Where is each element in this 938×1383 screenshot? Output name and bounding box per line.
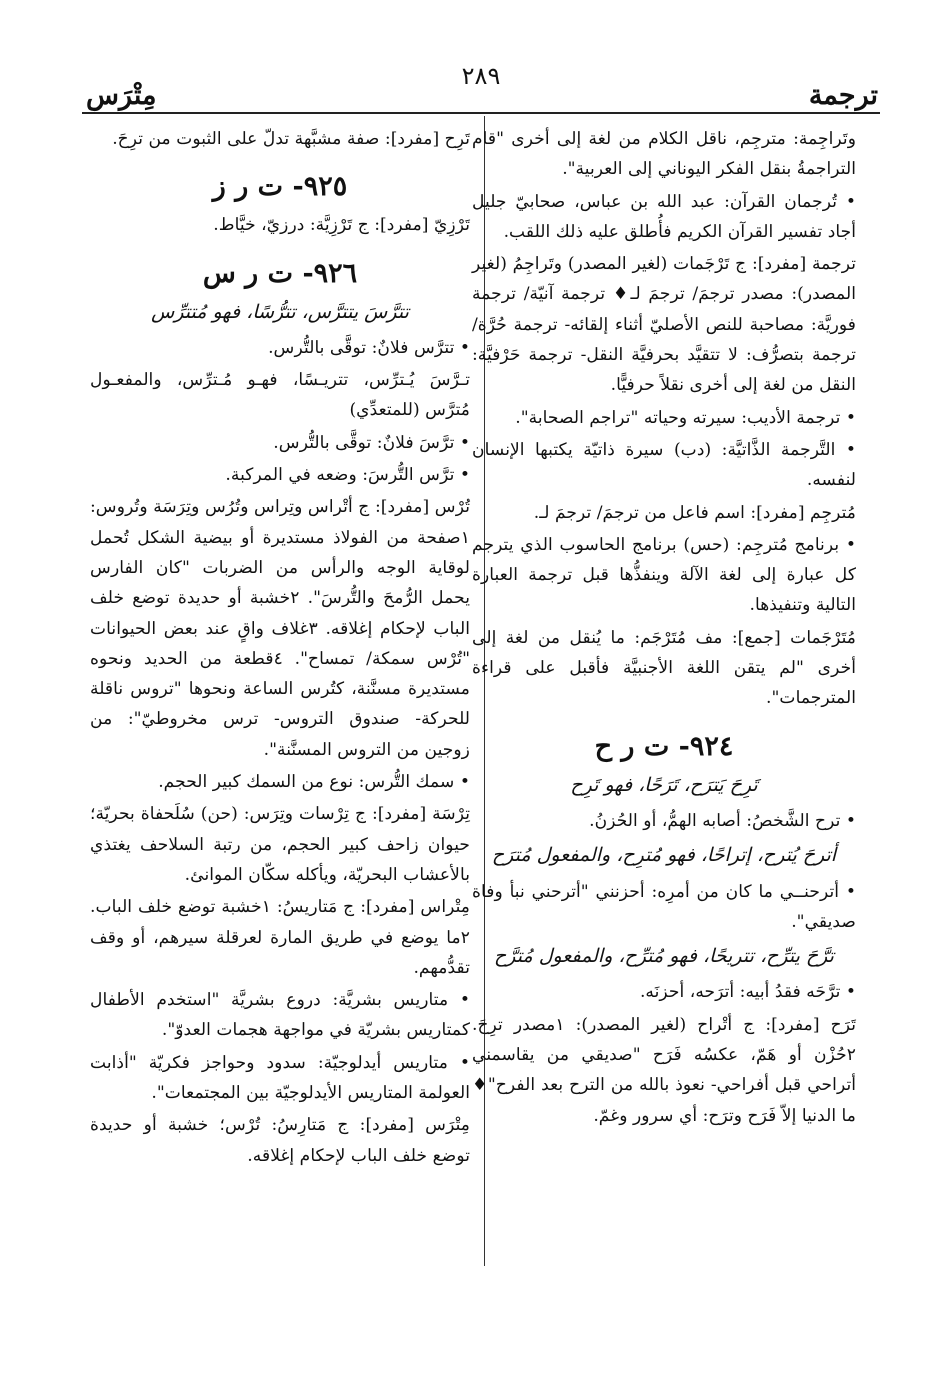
entry-paragraph: ترجمة [مفرد]: ج تَرْجَمات (لغير المصدر) وتَراجِمُ (لغير المصدر): مصدر ترجمَ/ ترجمَ لـ♦ ترجمة آنيّة/ ترجمة فوريَّة: مصاحبة للنص الأصليّ أثناء إلقائه- ترجمة حُرَّة/ ترجمة بتصرُّف: لا تتقيَّد بحرفيَّة النقل- ترجمة حَرْفيَّة: النقل من لغة إلى أخرى نقلاً حرفيًّا.	[472, 254, 856, 396]
root-heading: ٩٢٤- ت ر ح	[594, 730, 734, 762]
bullet-entry: • تُرجمان القرآن: عبد الله بن عباس، صحابيّ جليل أجاد تفسير القرآن الكريم فأُطلق عليه ذلك اللقب.	[472, 187, 856, 248]
root-heading: ٩٢٦- ت ر س	[202, 257, 358, 289]
entry-paragraph: مُتَرْجَمات [جمع]: مف مُتَرْجَم: ما يُنقل من لغة إلى أخرى "لم يتقن اللغة الأجنبيَّة فأقبل على قراءة المترجمات".	[472, 627, 856, 709]
verb-conjugation: تترَّسَ يتترَّس، تترُّسًا، فهو مُتترِّس	[151, 300, 409, 323]
page-header	[84, 62, 878, 112]
bullet-entry: • متاريس بشريَّة: دروع بشريَّة "استخدم الأطفال كمتاريس بشريّة في مواجهة هجمات العدوّ".	[90, 985, 470, 1046]
bullet-entry: • ترَّس التُّرسَ: وضعه في المركبة.	[90, 460, 470, 490]
entry-paragraph: وتَراجِمة: مترجِم، ناقل الكلام من لغة إلى أخرى "قام التراجمةُ بنقل الفكر اليوناني إلى العربية".	[472, 129, 856, 180]
header-right-word: ترجمة	[808, 80, 878, 111]
entry-paragraph: تَرِح [مفرد]: صفة مشبَّهة تدلّ على الثبوت من ترِحَ.	[112, 129, 470, 149]
entry-paragraph: تُرْس [مفرد]: ج أتْراس وتِراس وتُرُس وتِرَسَة وتُروس: ١صفحة من الفولاذ مستديرة أو بيضية الشكل تُحمل لوقاية الوجه والرأس من الضربات "كان الفارس يحمل الرُّمحَ والتُّرسَ". ٢خشبة أو حديدة توضع خلف الباب لإحكام إغلاقه. ٣غلاف واقٍ عند بعض الحيوانات "تُرْس سمكة/ تمساح". ٤قطعة من الحديد ونحوه مستديرة مسنَّنة، كتُرس الساعة ونحوها "تروس ناقلة للحركة- صندوق التروس- ترس مخروطيّ": من زوجين من التروس المسنَّنة".	[90, 497, 470, 760]
entry-paragraph: تَرَح [مفرد]: ج أتْراح (لغير المصدر): ١مصدر ترِحَ. ٢حُزْن أو هَمّ، عكسُه فَرَح "صديقي من يقاسمني أتراحي قبل أفراحي- نعوذ بالله من الترح بعد الفرح"♦ ما الدنيا إلاّ فَرَح وترَح: أي سرور وغمّ.	[472, 1014, 856, 1126]
entry-paragraph: مُترجِم [مفرد]: اسم فاعل من ترجمَ/ ترجمَ لـ.	[533, 502, 856, 523]
page-number: ٢٨٩	[461, 62, 501, 90]
bullet-entry: • متاريس أيدلوجيّة: سدود وحواجز فكريّة "أذابت العولمة المتاريس الأيدلوجيّة بين المجتمعات".	[90, 1048, 470, 1109]
left-column	[90, 124, 470, 1173]
entry-paragraph: تِرْسَة [مفرد]: ج تِرْسات وتِرَس: (حن) سُلَحفاة بحريّة؛ حيوان زاحف كبير الحجم، من رتبة السلاحف يغتذي بالأعشاب البحريّة، ويأكله سكّان الموانئ.	[90, 804, 470, 885]
bullet-entry: • ترَّحَه فقدُ أبيه: أترَحه، أحزنَه.	[472, 977, 856, 1007]
bullet-entry: • أترحنــي ما كان من أمرِه: أحزنني "أترحني نبأ وفاة صديقي".	[472, 877, 856, 938]
right-column	[472, 124, 856, 1133]
bullet-entry: • تترَّس فلانٌ: توقَّى بالتُّرس.	[90, 333, 470, 363]
entry-paragraph: مِتْرَس [مفرد]: ج مَتارِسُ: تُرْس؛ خشبة أو حديدة توضع خلف الباب لإحكام إغلاقه.	[90, 1115, 470, 1166]
entry-paragraph: تَرْزِيّ [مفرد]: ج تَرْزِيَّة: درزيّ، خيَّاط.	[213, 215, 470, 236]
root-heading: ٩٢٥- ت ر ز	[212, 171, 348, 203]
entry-paragraph: مِتْراس [مفرد]: ج مَتاريسُ: ١خشبة توضع خلف الباب. ٢ما يوضع في طريق المارة لعرقلة سيرهم، أو وقف تقدُّمهم.	[90, 897, 470, 978]
header-rule	[82, 112, 880, 114]
bullet-entry: • برنامج مُترجِم: (حس) برنامج الحاسوب الذي يترجم كل عبارة إلى لغة الآلة وينفذُّها قبل ترجمة العبارة التالية وتنفيذها.	[472, 530, 856, 621]
bullet-entry: • ترَّسَ فلانٌ: توقَّى بالتُّرس.	[90, 428, 470, 458]
verb-conjugation: أترحَ يُترح، إتراحًا، فهو مُترِح، والمفعول مُترَح	[491, 844, 837, 867]
bullet-entry: • ترجمة الأديب: سيرته وحياته "تراجم الصحابة".	[472, 403, 856, 433]
verb-conjugation: ترَّحَ يترِّح، تتريحًا، فهو مُترِّح، والمفعول مُترَّح	[494, 945, 834, 968]
bullet-entry: • ترح الشَّخصُ: أصابه الهمُّ، أو الحُزنُ.	[472, 806, 856, 836]
verb-conjugation: تَرِحَ يَترَح، تَرَحًا، فهو تَرِح	[570, 773, 758, 796]
bullet-entry: • التَّرجمة الذَّاتيَّة: (دب) سيرة ذاتيّة يكتبها الإنسان لنفسه.	[472, 435, 856, 496]
entry-paragraph: تـرَّسَ يُـترِّس، تتريـسًا، فهـو مُـترِّس، والمفعـول مُترَّس (للمتعدِّي)	[90, 370, 470, 421]
bullet-entry: • سمك التُّرس: نوع من السمك كبير الحجم.	[90, 767, 470, 797]
header-left-word: مِتْرَس	[86, 80, 157, 111]
